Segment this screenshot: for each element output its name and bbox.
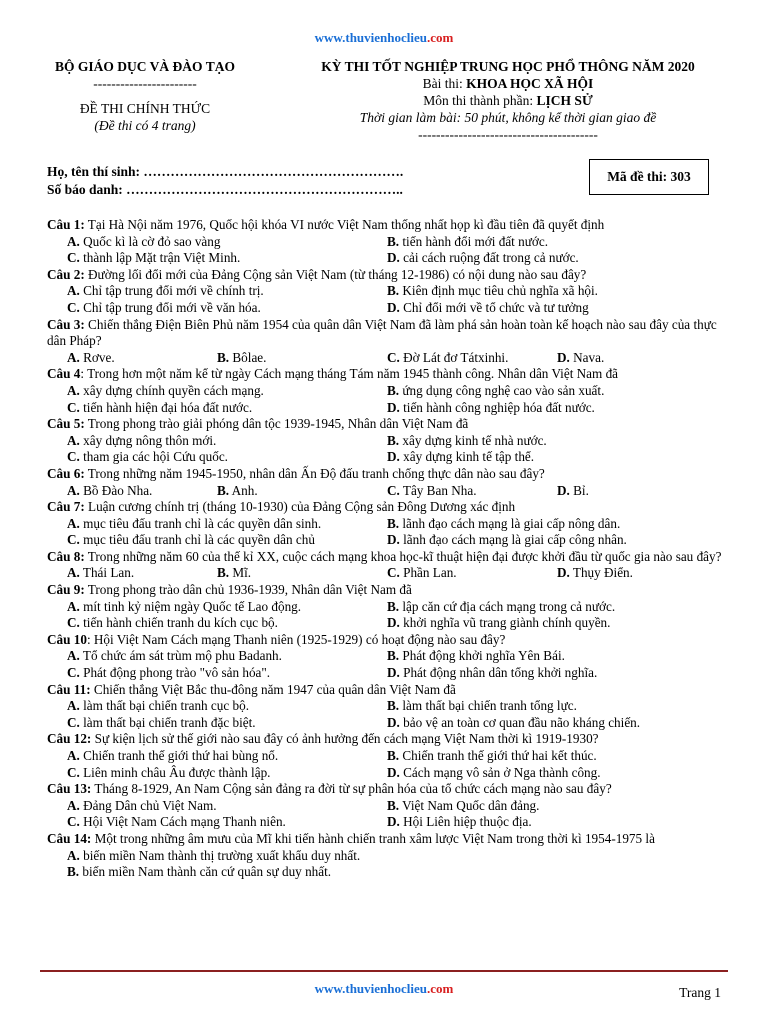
- official-label: ĐỀ THI CHÍNH THỨC: [79, 101, 211, 116]
- answer-option[interactable]: [387, 234, 548, 251]
- exam-code-box: Mã đề thi: 303: [589, 159, 709, 195]
- option-text: Mĩ.: [229, 565, 252, 581]
- options-row: [47, 300, 737, 317]
- options-row: [47, 665, 737, 682]
- question-stem: [47, 499, 737, 516]
- answer-option[interactable]: [47, 798, 387, 815]
- answer-option[interactable]: [387, 400, 595, 417]
- option-letter: C.: [67, 449, 80, 465]
- option-text: thành lập Mặt trận Việt Minh.: [79, 250, 241, 266]
- question-number: Câu 1:: [47, 217, 85, 232]
- question-text: : Trong hơn một năm kể từ ngày Cách mạng tháng Tám năm 1945 thành công. Nhân dân Việt Nam đã: [80, 366, 619, 382]
- option-text: Phần Lan.: [399, 565, 457, 581]
- answer-option[interactable]: [47, 765, 387, 782]
- question-stem: [47, 781, 737, 798]
- option-text: Đảng Dân chủ Việt Nam.: [79, 797, 217, 813]
- options-row: [47, 565, 737, 582]
- question-text: Tại Hà Nội năm 1976, Quốc hội khóa VI nước Việt Nam thống nhất họp kì đầu tiên đã quyết định: [84, 217, 605, 232]
- option-letter: A.: [67, 233, 80, 249]
- answer-option[interactable]: [387, 433, 547, 450]
- answer-option[interactable]: [387, 599, 615, 616]
- question-number: Câu 4: [47, 366, 81, 382]
- option-letter: B.: [387, 382, 400, 398]
- time-line: Thời gian làm bài: 50 phút, không kể thời gian giao đề: [359, 110, 657, 125]
- question-text: Trong những năm 60 của thế kỉ XX, cuộc cách mạng khoa học-kĩ thuật hiện đại được khởi đầu từ quốc gia nào sau đây?: [84, 548, 722, 564]
- option-text: Chỉ đổi mới về tổ chức và tư tưởng: [399, 299, 589, 315]
- question-stem: [47, 731, 737, 748]
- answer-option[interactable]: [387, 715, 640, 732]
- option-letter: B.: [387, 233, 400, 249]
- options-row: [47, 848, 737, 865]
- answer-option[interactable]: [387, 748, 597, 765]
- answer-option[interactable]: [47, 599, 387, 616]
- options-row: [47, 798, 737, 815]
- option-text: Tây Ban Nha.: [399, 482, 477, 498]
- option-letter: D.: [387, 399, 400, 415]
- answer-option[interactable]: [387, 300, 589, 317]
- option-letter: C.: [67, 665, 80, 681]
- question-text: Tháng 8-1929, An Nam Cộng sản đảng ra đời từ sự phân hóa của tổ chức cách mạng nào sau đây?: [91, 781, 612, 797]
- question-number: Câu 12:: [47, 731, 92, 747]
- option-text: tiến hành chiến tranh du kích cục bộ.: [79, 615, 278, 631]
- options-row: [47, 516, 737, 533]
- option-letter: B.: [387, 797, 400, 813]
- option-text: tham gia các hội Cứu quốc.: [79, 449, 228, 465]
- option-text: Chiến tranh thế giới thứ hai bùng nổ.: [79, 748, 279, 763]
- answer-option[interactable]: [47, 748, 387, 765]
- option-text: Kiên định mục tiêu chủ nghĩa xã hội.: [399, 283, 598, 299]
- answer-option[interactable]: [47, 648, 387, 665]
- answer-option[interactable]: [387, 250, 579, 267]
- option-text: Thái Lan.: [79, 565, 135, 581]
- options-row: [47, 698, 737, 715]
- answer-option[interactable]: [47, 283, 387, 300]
- option-letter: A.: [67, 349, 80, 365]
- header-separator: -----------------------: [93, 76, 197, 91]
- option-text: bảo vệ an toàn cơ quan đầu não kháng chiến.: [399, 714, 641, 730]
- answer-option[interactable]: [47, 483, 217, 500]
- option-text: Chiến tranh thế giới thứ hai kết thúc.: [399, 748, 597, 763]
- question-stem: [47, 549, 737, 566]
- options-row: [47, 234, 737, 251]
- question-number: Câu 10: [47, 631, 87, 647]
- option-letter: D.: [387, 764, 400, 780]
- options-row: [47, 383, 737, 400]
- option-text: cải cách ruộng đất trong cả nước.: [399, 250, 579, 266]
- option-text: Phát động nhân dân tổng khởi nghĩa.: [399, 665, 598, 681]
- answer-option[interactable]: [47, 516, 387, 533]
- question-text: Đường lối đổi mới của Đảng Cộng sản Việt Nam (từ tháng 12-1986) có nội dung nào sau đây?: [84, 266, 587, 282]
- question-stem: [47, 466, 737, 483]
- option-text: biến miền Nam thành căn cứ quân sự duy nhất.: [79, 864, 332, 880]
- question-stem: [47, 632, 737, 649]
- option-letter: B.: [217, 349, 230, 365]
- option-text: Việt Nam Quốc dân đảng.: [399, 797, 540, 813]
- option-text: mít tinh kỷ niệm ngày Quốc tế Lao động.: [79, 598, 302, 614]
- option-letter: A.: [67, 797, 80, 813]
- option-text: khởi nghĩa vũ trang giành chính quyền.: [399, 615, 611, 631]
- answer-option[interactable]: [387, 383, 604, 400]
- question-list: [47, 217, 737, 881]
- option-text: Bồ Đào Nha.: [79, 482, 153, 498]
- answer-option[interactable]: [557, 350, 604, 367]
- header-right-separator: ----------------------------------------: [418, 127, 598, 142]
- exam-title: KỲ THI TỐT NGHIỆP TRUNG HỌC PHỔ THÔNG NĂM 2020: [321, 59, 695, 74]
- option-letter: B.: [387, 648, 400, 664]
- option-letter: C.: [387, 482, 400, 498]
- option-text: mục tiêu đấu tranh chỉ là các quyền dân chủ: [79, 532, 315, 548]
- option-letter: C.: [387, 565, 400, 581]
- answer-option[interactable]: [217, 483, 387, 500]
- question-number: Câu 11:: [47, 681, 91, 697]
- answer-option[interactable]: [47, 250, 387, 267]
- answer-option[interactable]: [387, 665, 597, 682]
- candidate-name-field[interactable]: Họ, tên thí sinh: ………………………………………………….: [47, 164, 404, 179]
- component-line: Môn thi thành phần: LỊCH SỬ: [423, 93, 593, 108]
- option-letter: D.: [557, 482, 570, 498]
- page-number: Trang 1: [679, 985, 721, 1000]
- question-text: Luận cương chính trị (tháng 10-1930) của Đảng Cộng sản Đông Dương xác định: [84, 499, 516, 515]
- option-letter: A.: [67, 847, 80, 863]
- question-number: Câu 8:: [47, 548, 85, 564]
- option-text: Bỉ.: [569, 482, 589, 498]
- answer-option[interactable]: [47, 400, 387, 417]
- answer-option[interactable]: [387, 648, 565, 665]
- options-row: [47, 715, 737, 732]
- option-text: Tổ chức ám sát trùm mộ phu Badanh.: [79, 648, 282, 664]
- option-letter: D.: [387, 449, 400, 465]
- answer-option[interactable]: [387, 516, 620, 533]
- option-letter: D.: [557, 349, 570, 365]
- answer-option[interactable]: [387, 449, 534, 466]
- question-text: Sự kiện lịch sử thế giới nào sau đây có ảnh hưởng đến cách mạng Việt Nam thời kì 1919-1930?: [91, 731, 599, 747]
- answer-option[interactable]: [47, 383, 387, 400]
- option-text: Nava.: [569, 349, 605, 365]
- option-letter: B.: [387, 432, 400, 448]
- option-letter: B.: [67, 864, 80, 880]
- option-text: tiến hành đổi mới đất nước.: [399, 233, 549, 249]
- answer-option[interactable]: [47, 615, 387, 632]
- option-letter: C.: [67, 299, 80, 315]
- option-text: xây dựng nông thôn mới.: [79, 432, 217, 448]
- option-letter: A.: [67, 748, 80, 763]
- answer-option[interactable]: [387, 814, 532, 831]
- options-row: [47, 765, 737, 782]
- question-stem: [47, 682, 737, 699]
- option-letter: D.: [557, 565, 570, 581]
- site-footer-link[interactable]: www.thuvienhoclieu.com: [314, 981, 454, 996]
- option-text: tiến hành công nghiệp hóa đất nước.: [399, 399, 595, 415]
- option-text: lập căn cứ địa cách mạng trong cả nước.: [399, 598, 616, 614]
- option-text: Phát động phong trào "vô sản hóa".: [79, 665, 271, 681]
- option-letter: A.: [67, 482, 80, 498]
- answer-option[interactable]: [47, 433, 387, 450]
- question-stem: [47, 366, 737, 383]
- answer-option[interactable]: [47, 864, 331, 881]
- option-letter: A.: [67, 648, 80, 664]
- option-text: làm thất bại chiến tranh đặc biệt.: [79, 714, 256, 730]
- options-row: [47, 748, 737, 765]
- page-count: (Đề thi có 4 trang): [94, 118, 196, 133]
- answer-option[interactable]: [387, 798, 539, 815]
- option-text: lãnh đạo cách mạng là giai cấp nông dân.: [399, 515, 621, 531]
- option-letter: A.: [67, 565, 80, 581]
- question-number: Câu 5:: [47, 416, 85, 432]
- answer-option[interactable]: [47, 234, 387, 251]
- option-letter: D.: [387, 615, 400, 631]
- option-letter: A.: [67, 515, 80, 531]
- question-number: Câu 14:: [47, 830, 92, 846]
- option-letter: C.: [67, 615, 80, 631]
- option-letter: D.: [387, 665, 400, 681]
- option-letter: B.: [217, 482, 230, 498]
- question-text: Trong phong trào giải phóng dân tộc 1939-1945, Nhân dân Việt Nam đã: [84, 416, 469, 432]
- option-letter: B.: [387, 515, 400, 531]
- answer-option[interactable]: [387, 350, 557, 367]
- question-number: Câu 3:: [47, 316, 85, 332]
- question-stem: [47, 317, 737, 350]
- answer-option[interactable]: [217, 565, 387, 582]
- answer-option[interactable]: [47, 814, 387, 831]
- question-number: Câu 2:: [47, 266, 85, 282]
- option-letter: D.: [387, 814, 400, 830]
- option-letter: A.: [67, 432, 80, 448]
- options-row: [47, 350, 737, 367]
- options-row: [47, 864, 737, 881]
- answer-option[interactable]: [47, 532, 387, 549]
- option-letter: D.: [387, 714, 400, 730]
- option-letter: B.: [387, 698, 400, 714]
- answer-option[interactable]: [47, 665, 387, 682]
- options-row: [47, 814, 737, 831]
- answer-option[interactable]: [47, 565, 217, 582]
- ministry-name: BỘ GIÁO DỤC VÀ ĐÀO TẠO: [55, 59, 235, 74]
- answer-option[interactable]: [557, 483, 589, 500]
- answer-option[interactable]: [47, 300, 387, 317]
- site-header-link[interactable]: www.thuvienhoclieu.com: [314, 30, 454, 45]
- option-text: làm thất bại chiến tranh cục bộ.: [79, 698, 250, 714]
- option-letter: C.: [67, 399, 80, 415]
- option-text: mục tiêu đấu tranh chỉ là các quyền dân sinh.: [79, 515, 322, 531]
- question-text: Trong những năm 1945-1950, nhân dân Ấn Độ đấu tranh chống thực dân nào sau đây?: [84, 465, 545, 481]
- answer-option[interactable]: [47, 350, 217, 367]
- option-text: Chỉ tập trung đổi mới về văn hóa.: [79, 299, 261, 315]
- option-text: Đờ Lát đơ Tátxinhi.: [399, 349, 509, 365]
- option-text: Hội Việt Nam Cách mạng Thanh niên.: [79, 814, 286, 830]
- question-number: Câu 6:: [47, 465, 85, 481]
- answer-option[interactable]: [387, 565, 557, 582]
- question-text: Chiến thắng Điện Biên Phủ năm 1954 của quân dân Việt Nam đã làm phá sản hoàn toàn kế hoạch nào sau đây của thực dân Pháp?: [47, 316, 717, 349]
- option-letter: B.: [387, 283, 400, 299]
- answer-option[interactable]: [47, 715, 387, 732]
- options-row: [47, 283, 737, 300]
- option-text: Liên minh châu Âu được thành lập.: [79, 764, 271, 780]
- option-text: xây dựng kinh tế nhà nước.: [399, 432, 547, 448]
- option-letter: C.: [67, 764, 80, 780]
- options-row: [47, 532, 737, 549]
- question-text: Chiến thắng Việt Bắc thu-đông năm 1947 của quân dân Việt Nam đã: [90, 681, 456, 697]
- answer-option[interactable]: [387, 483, 557, 500]
- option-letter: A.: [67, 698, 80, 714]
- answer-option[interactable]: [387, 698, 577, 715]
- question-stem: [47, 267, 737, 284]
- question-stem: [47, 831, 737, 848]
- option-text: xây dựng kinh tế tập thể.: [399, 449, 535, 465]
- answer-option[interactable]: [387, 765, 601, 782]
- options-row: [47, 433, 737, 450]
- question-text: Một trong những âm mưu của Mĩ khi tiến hành chiến tranh xâm lược Việt Nam trong thời kì 1954-1975 là: [91, 830, 655, 846]
- option-text: ứng dụng công nghệ cao vào sản xuất.: [399, 382, 605, 398]
- option-text: lãnh đạo cách mạng là giai cấp công nhân.: [399, 532, 627, 548]
- option-letter: C.: [67, 250, 80, 266]
- option-text: Thụy Điển.: [569, 565, 633, 581]
- options-row: [47, 599, 737, 616]
- question-stem: [47, 217, 737, 234]
- candidate-id-field[interactable]: Số báo danh: ……………………………………………………..: [47, 182, 403, 197]
- option-letter: D.: [387, 250, 400, 266]
- question-number: Câu 7:: [47, 499, 85, 515]
- header-left: [30, 58, 260, 134]
- answer-option[interactable]: [387, 283, 598, 300]
- option-letter: C.: [67, 714, 80, 730]
- question-number: Câu 13:: [47, 781, 92, 797]
- answer-option[interactable]: [557, 565, 633, 582]
- answer-option[interactable]: [47, 698, 387, 715]
- option-text: Anh.: [229, 482, 258, 498]
- option-text: xây dựng chính quyền cách mạng.: [79, 382, 264, 398]
- options-row: [47, 449, 737, 466]
- option-letter: B.: [387, 598, 400, 614]
- answer-option[interactable]: [217, 350, 387, 367]
- option-letter: A.: [67, 283, 80, 299]
- options-row: [47, 648, 737, 665]
- option-text: tiến hành hiện đại hóa đất nước.: [79, 399, 253, 415]
- answer-option[interactable]: [47, 449, 387, 466]
- question-stem: [47, 582, 737, 599]
- option-text: Quốc kì là cờ đỏ sao vàng: [79, 233, 221, 249]
- answer-option[interactable]: [47, 848, 360, 865]
- option-letter: D.: [387, 532, 400, 548]
- header-right: [268, 58, 748, 143]
- option-text: Hội Liên hiệp thuộc địa.: [399, 814, 532, 830]
- option-text: làm thất bại chiến tranh tổng lực.: [399, 698, 577, 714]
- options-row: [47, 400, 737, 417]
- option-letter: C.: [67, 532, 80, 548]
- option-text: biến miền Nam thành thị trường xuất khẩu duy nhất.: [79, 847, 361, 863]
- question-text: Trong phong trào dân chủ 1936-1939, Nhân dân Việt Nam đã: [84, 582, 412, 598]
- option-text: Bôlae.: [229, 349, 267, 365]
- option-text: Cách mạng vô sản ở Nga thành công.: [399, 764, 601, 780]
- option-letter: B.: [217, 565, 230, 581]
- subject-line: Bài thi: KHOA HỌC XÃ HỘI: [422, 76, 594, 91]
- option-letter: C.: [67, 814, 80, 830]
- option-text: Rơve.: [79, 349, 115, 365]
- option-letter: B.: [387, 748, 400, 763]
- question-stem: [47, 416, 737, 433]
- options-row: [47, 483, 737, 500]
- option-letter: C.: [387, 349, 400, 365]
- footer-divider: [40, 970, 728, 972]
- options-row: [47, 250, 737, 267]
- answer-option[interactable]: [387, 615, 610, 632]
- question-number: Câu 9:: [47, 582, 85, 598]
- question-text: : Hội Việt Nam Cách mạng Thanh niên (1925-1929) có hoạt động nào sau đây?: [86, 631, 506, 647]
- option-letter: A.: [67, 382, 80, 398]
- answer-option[interactable]: [387, 532, 627, 549]
- option-letter: A.: [67, 598, 80, 614]
- option-text: Chỉ tập trung đổi mới về chính trị.: [79, 283, 264, 299]
- option-letter: D.: [387, 299, 400, 315]
- option-text: Phát động khởi nghĩa Yên Bái.: [399, 648, 565, 664]
- options-row: [47, 615, 737, 632]
